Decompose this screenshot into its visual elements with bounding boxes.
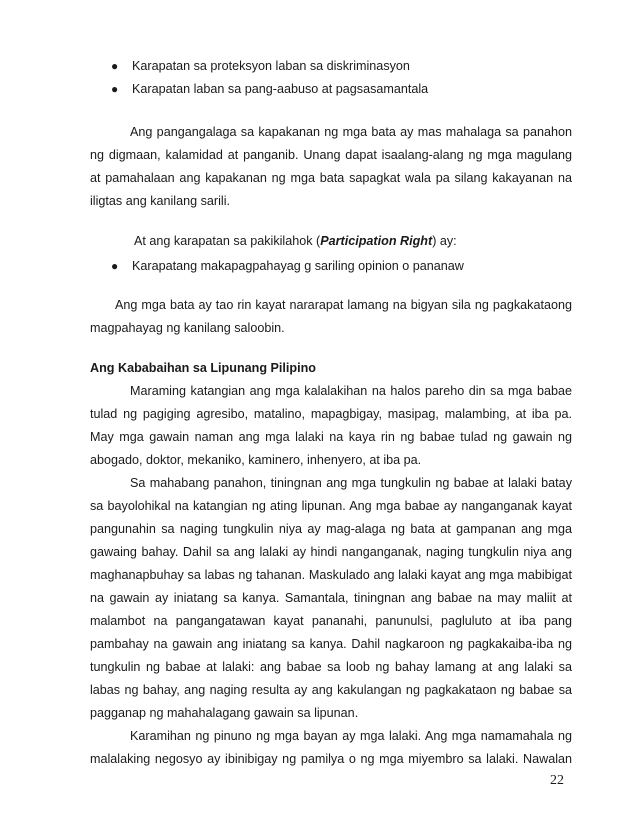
section-heading: Ang Kababaihan sa Lipunang Pilipino [90,361,316,375]
bullet-text: Karapatan laban sa pang-aabuso at pagsasamantala [132,82,429,96]
paragraph-line: labas ng bahay, ang naging resulta ay ang kakulangan ng pagkakataon ng babae sa [90,683,572,697]
paragraph-line: magpahayag ng kanilang saloobin. [90,321,285,335]
paragraph-line: Maraming katangian ang mga kalalakihan na halos pareho din sa mga babae [130,384,572,398]
paragraph-line: Karamihan ng pinuno ng mga bayan ay mga lalaki. Ang mga namamahala ng [130,729,572,743]
paragraph-line: pambahay na gawain ang iniatang sa kanya. Dahil nagkaroon ng pagkakaiba-iba ng [90,637,572,651]
paragraph-line: at pamahalaan ang kapakanan ng mga bata sapagkat wala pa silang kakayanan na [90,171,572,185]
participation-line [134,233,616,249]
bullet-text: Karapatang makapagpahayag g sariling opinion o pananaw [132,259,464,273]
paragraph-line: na gawain ay iniatang sa kanya. Samantala, tiningnan ang babae na may maliit at [90,591,572,605]
paragraph-line: sa bayolohikal na katangian ng ating lipunan. Ang mga babae ay nanganganak kayat [90,499,572,513]
bullet-text: Karapatan sa proteksyon laban sa diskriminasyon [132,59,410,73]
bullet-icon: ● [111,82,119,96]
bullet-item [111,258,464,274]
paragraph-line: Sa mahabang panahon, tiningnan ang mga tungkulin ng babae at lalaki batay [130,476,572,490]
participation-emphasis: Participation Right [320,234,433,248]
paragraph-line: maghanapbuhay sa labas ng tahanan. Maskulado ang lalaki kayat ang mga mabibigat [90,568,572,582]
paragraph-line: malalaking negosyo ay ibinibigay ng pamilya o ng mga miyembro sa lalaki. Nawalan [90,752,572,766]
participation-after: ) ay: [432,234,457,248]
paragraph-line: Ang pangangalaga sa kapakanan ng mga bata ay mas mahalaga sa panahon [130,125,572,139]
page-number: 22 [550,773,564,788]
paragraph-line: iligtas ang kanilang sarili. [90,194,231,208]
bullet-item [111,81,428,97]
paragraph-line: Ang mga bata ay tao rin kayat nararapat lamang na bigyan sila ng pagkakataong [115,298,572,312]
paragraph-line: pagganap ng mahahalagang gawain sa lipunan. [90,706,359,720]
paragraph-line: tulad ng pagiging agresibo, matalino, mapagbigay, masipag, malambing, at iba pa. [90,407,572,421]
bullet-icon: ● [111,259,119,273]
participation-before: At ang karapatan sa pakikilahok ( [134,234,321,248]
paragraph-line: May mga gawain naman ang mga lalaki na kaya rin ng babae tulad ng gawain ng [90,430,572,444]
paragraph-line: gawaing bahay. Dahil sa ang lalaki ay hindi nanganganak, naging tungkulin niya ang [90,545,572,559]
bullet-item [111,58,410,74]
bullet-icon: ● [111,59,119,73]
paragraph-line: malambot na pangangatawan kayat pananahi, panunulsi, pagluluto at iba pang [90,614,572,628]
paragraph-line: pangunahin sa naging tungkulin niya ay mag-alaga ng bata at gampanan ang mga [90,522,572,536]
paragraph-line: ng digmaan, kalamidad at panganib. Unang dapat isaalang-alang ng mga magulang [90,148,572,162]
paragraph-line: abogado, doktor, mekaniko, kaminero, inhenyero, at iba pa. [90,453,422,467]
paragraph-line: tungkulin ng babae at lalaki: ang babae sa loob ng bahay lamang at ang lalaki sa [90,660,572,674]
